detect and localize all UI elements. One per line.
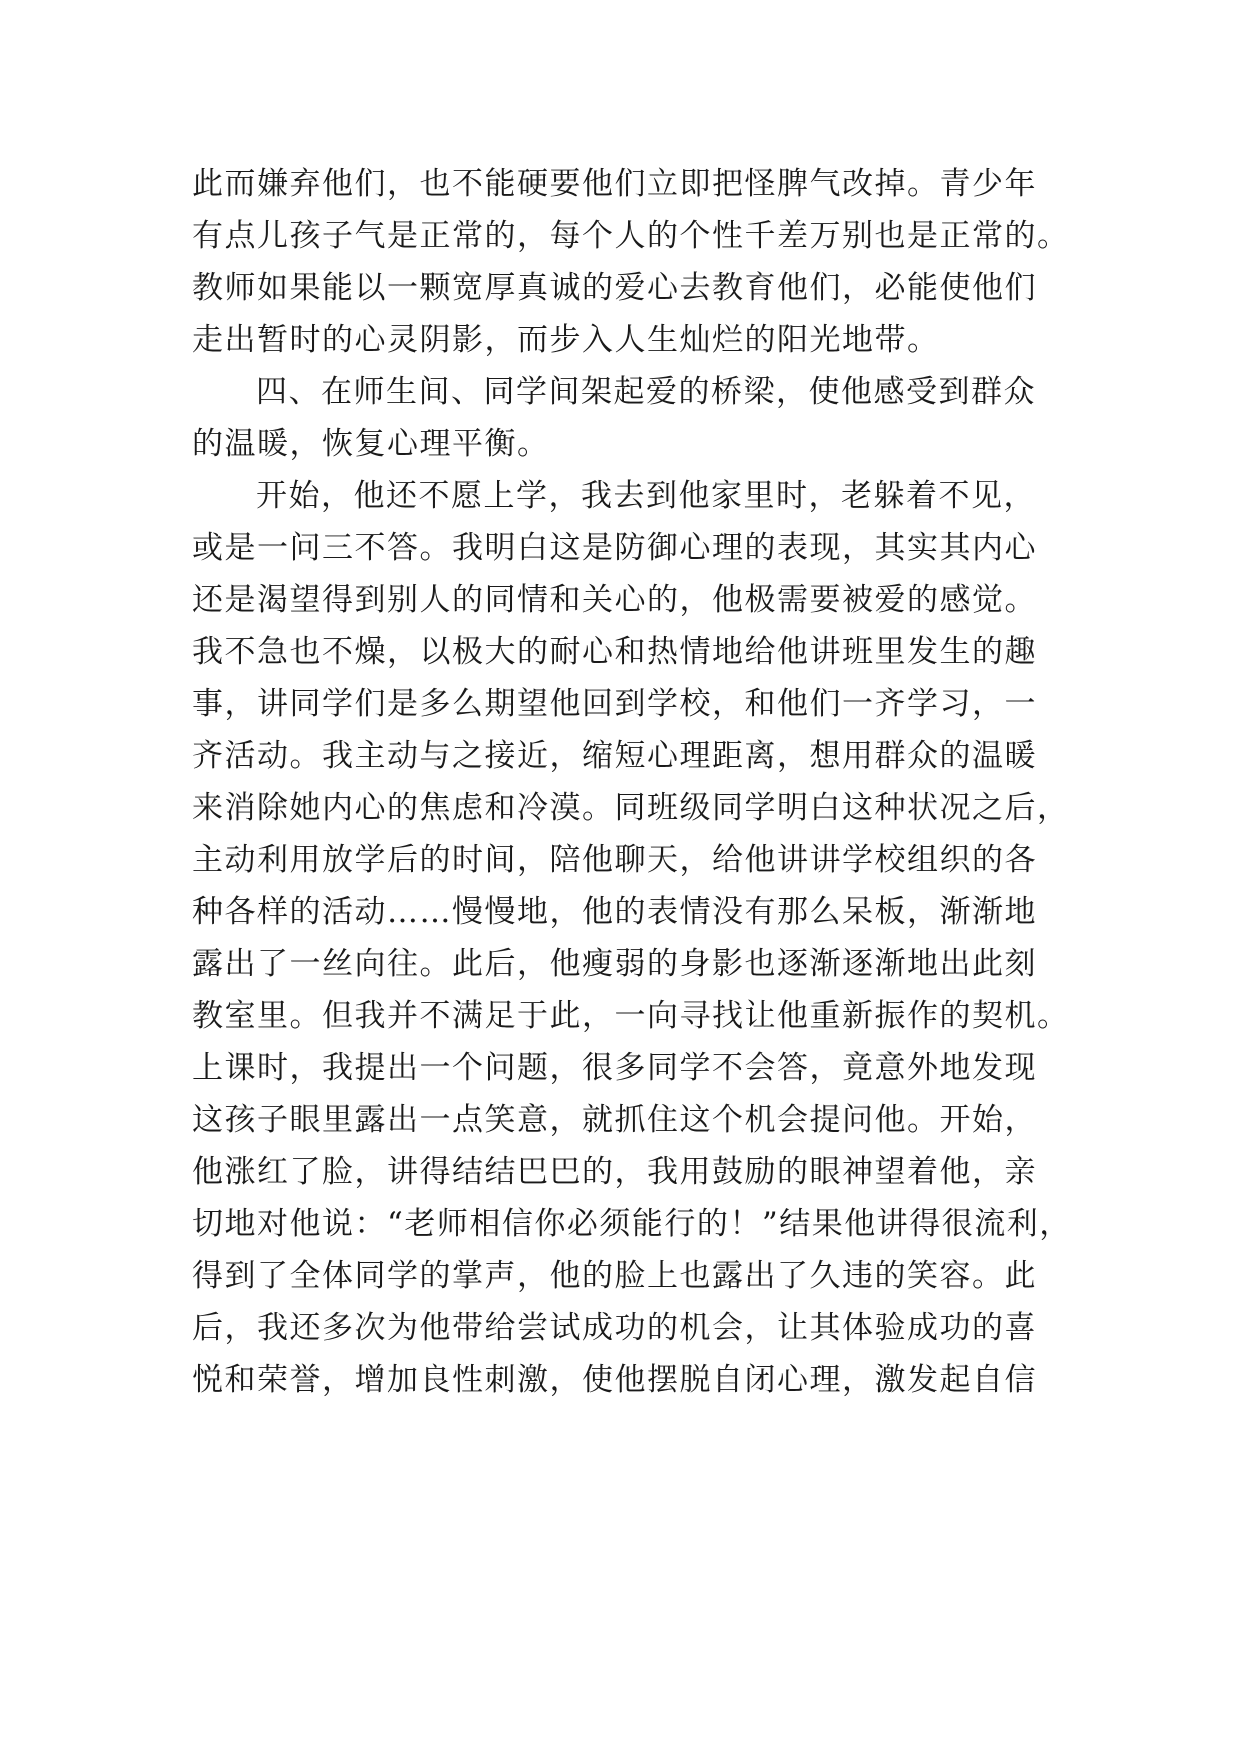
text-line: 得到了全体同学的掌声，他的脸上也露出了久违的笑容。此 — [192, 1258, 1037, 1294]
text-line: 来消除她内心的焦虑和冷漠。同班级同学明白这种状况之后， — [192, 790, 1070, 826]
text-line: 此而嫌弃他们，也不能硬要他们立即把怪脾气改掉。青少年 — [192, 166, 1037, 202]
text-line: 教师如果能以一颗宽厚真诚的爱心去教育他们，必能使他们 — [192, 270, 1037, 306]
text-line: 还是渴望得到别人的同情和关心的，他极需要被爱的感觉。 — [192, 582, 1037, 618]
paragraph-continuation — [192, 158, 1092, 366]
text-line: 走出暂时的心灵阴影，而步入人生灿烂的阳光地带。 — [192, 322, 940, 358]
text-line: 齐活动。我主动与之接近，缩短心理距离，想用群众的温暖 — [192, 738, 1037, 774]
text-line: 我不急也不燥，以极大的耐心和热情地给他讲班里发生的趣 — [192, 634, 1037, 670]
text-line: 开始，他还不愿上学，我去到他家里时，老躲着不见， — [256, 478, 1036, 514]
text-line: 后，我还多次为他带给尝试成功的机会，让其体验成功的喜 — [192, 1310, 1037, 1346]
text-line: 教室里。但我并不满足于此，一向寻找让他重新振作的契机。 — [192, 998, 1070, 1034]
text-line: 种各样的活动……慢慢地，他的表情没有那么呆板，渐渐地 — [192, 894, 1037, 930]
text-line: 事，讲同学们是多么期望他回到学校，和他们一齐学习，一 — [192, 686, 1037, 722]
text-line: 或是一问三不答。我明白这是防御心理的表现，其实其内心 — [192, 530, 1037, 566]
text-line: 有点儿孩子气是正常的，每个人的个性千差万别也是正常的。 — [192, 218, 1070, 254]
text-line: 他涨红了脸，讲得结结巴巴的，我用鼓励的眼神望着他，亲 — [192, 1154, 1037, 1190]
text-line: 悦和荣誉，增加良性刺激，使他摆脱自闭心理，激发起自信 — [192, 1362, 1037, 1398]
text-line: 主动利用放学后的时间，陪他聊天，给他讲讲学校组织的各 — [192, 842, 1037, 878]
document-body — [192, 158, 1092, 1406]
text-line: 露出了一丝向往。此后，他瘦弱的身影也逐渐逐渐地出此刻 — [192, 946, 1037, 982]
text-line: 上课时，我提出一个问题，很多同学不会答，竟意外地发现 — [192, 1050, 1037, 1086]
text-line: 四、在师生间、同学间架起爱的桥梁，使他感受到群众 — [256, 374, 1036, 410]
text-line: 的温暖，恢复心理平衡。 — [192, 426, 550, 462]
text-line: 切地对他说：“老师相信你必须能行的！”结果他讲得很流利， — [192, 1206, 1072, 1242]
section-heading-four — [192, 366, 1092, 470]
text-line: 这孩子眼里露出一点笑意，就抓住这个机会提问他。开始， — [192, 1102, 1037, 1138]
paragraph-body — [192, 470, 1092, 1406]
